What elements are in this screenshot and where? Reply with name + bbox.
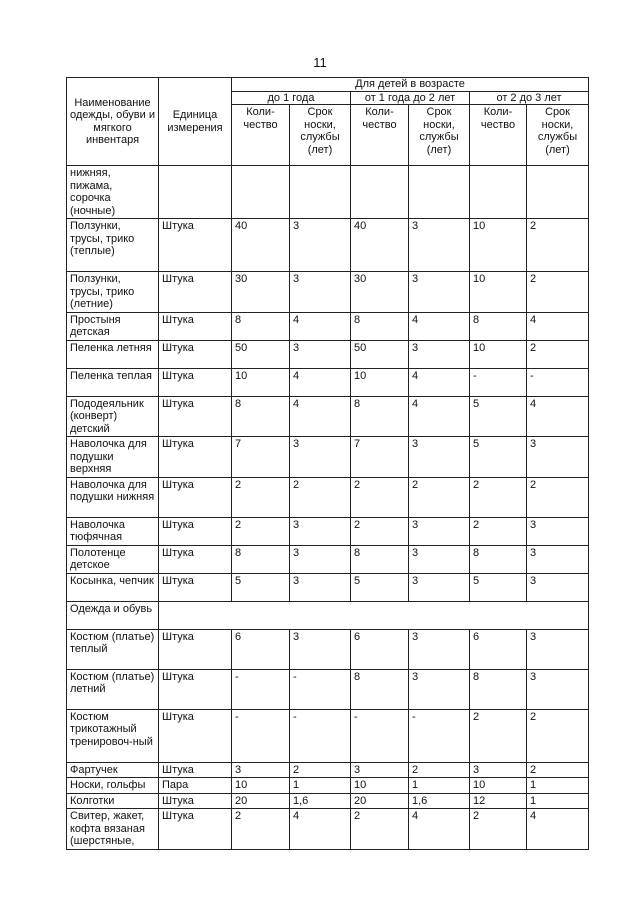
- item-name: Костюм трикотажный тренировоч-ный: [67, 709, 159, 762]
- table-row: [67, 477, 589, 517]
- cell-value: 8: [351, 396, 409, 437]
- table-row: [67, 272, 589, 313]
- cell-value: -: [527, 368, 589, 396]
- item-unit: Штука: [159, 517, 232, 545]
- cell-value: [470, 166, 527, 219]
- cell-value: 10: [232, 368, 290, 396]
- cell-value: 8: [232, 396, 290, 437]
- header-term: Срок носки, службы (лет): [290, 105, 351, 166]
- cell-value: 3: [351, 762, 409, 778]
- item-unit: Штука: [159, 709, 232, 762]
- cell-value: [290, 166, 351, 219]
- cell-value: 3: [527, 517, 589, 545]
- cell-value: 8: [470, 545, 527, 573]
- cell-value: 4: [409, 809, 470, 850]
- cell-value: 3: [290, 272, 351, 313]
- cell-value: 2: [351, 477, 409, 517]
- item-name: Пеленка теплая: [67, 368, 159, 396]
- cell-value: 4: [290, 368, 351, 396]
- cell-value: 2: [527, 340, 589, 368]
- cell-value: 2: [470, 809, 527, 850]
- cell-value: 2: [290, 762, 351, 778]
- cell-value: 3: [409, 629, 470, 669]
- cell-value: 3: [527, 669, 589, 709]
- cell-value: [351, 166, 409, 219]
- cell-value: 20: [232, 793, 290, 809]
- cell-value: 3: [409, 340, 470, 368]
- item-name: Наволочка тюфячная: [67, 517, 159, 545]
- cell-value: 2: [232, 809, 290, 850]
- cell-value: 50: [351, 340, 409, 368]
- table-row: [67, 669, 589, 709]
- cell-value: 3: [232, 762, 290, 778]
- item-name: Наволочка для подушки нижняя: [67, 477, 159, 517]
- section-title: Одежда и обувь: [67, 601, 159, 629]
- cell-value: 2: [527, 477, 589, 517]
- cell-value: [527, 166, 589, 219]
- cell-value: 2: [409, 762, 470, 778]
- cell-value: 8: [351, 669, 409, 709]
- cell-value: 2: [290, 477, 351, 517]
- cell-value: 3: [290, 573, 351, 601]
- cell-value: 7: [351, 437, 409, 478]
- cell-value: 3: [527, 629, 589, 669]
- item-name: нижняя, пижама, сорочка (ночные): [67, 166, 159, 219]
- cell-value: 2: [351, 517, 409, 545]
- cell-value: 2: [527, 709, 589, 762]
- cell-value: 50: [232, 340, 290, 368]
- section-spacer: [159, 601, 589, 629]
- table-row: [67, 219, 589, 272]
- cell-value: 1,6: [290, 793, 351, 809]
- cell-value: 4: [409, 368, 470, 396]
- table-row: [67, 629, 589, 669]
- cell-value: 8: [470, 669, 527, 709]
- cell-value: 3: [409, 669, 470, 709]
- item-unit: Штука: [159, 312, 232, 340]
- cell-value: 6: [351, 629, 409, 669]
- cell-value: 5: [470, 573, 527, 601]
- table-row: [67, 166, 589, 219]
- cell-value: 3: [527, 573, 589, 601]
- item-unit: Штука: [159, 669, 232, 709]
- section-row: [67, 601, 589, 629]
- cell-value: -: [470, 368, 527, 396]
- cell-value: 2: [351, 809, 409, 850]
- table-row: [67, 709, 589, 762]
- cell-value: 3: [290, 517, 351, 545]
- cell-value: 2: [527, 762, 589, 778]
- table-row: [67, 437, 589, 478]
- item-name: Колготки: [67, 793, 159, 809]
- cell-value: 3: [409, 545, 470, 573]
- cell-value: 4: [290, 312, 351, 340]
- cell-value: 3: [409, 437, 470, 478]
- item-unit: Штука: [159, 340, 232, 368]
- cell-value: 2: [527, 219, 589, 272]
- cell-value: 1,6: [409, 793, 470, 809]
- item-unit: [159, 166, 232, 219]
- item-name: Пеленка летняя: [67, 340, 159, 368]
- item-name: Свитер, жакет, кофта вязаная (шерстяные,: [67, 809, 159, 850]
- item-unit: Штука: [159, 396, 232, 437]
- cell-value: 1: [409, 778, 470, 794]
- item-unit: Штука: [159, 272, 232, 313]
- table-row: [67, 517, 589, 545]
- item-unit: Штука: [159, 545, 232, 573]
- table-row: [67, 368, 589, 396]
- cell-value: 3: [409, 517, 470, 545]
- header-name-column: Наименование одежды, обуви и мягкого инвентаря: [67, 78, 159, 166]
- header-quantity: Коли-чество: [351, 105, 409, 166]
- item-name: Носки, гольфы: [67, 778, 159, 794]
- item-name: Наволочка для подушки верхняя: [67, 437, 159, 478]
- cell-value: 10: [470, 340, 527, 368]
- cell-value: 1: [527, 793, 589, 809]
- cell-value: 2: [232, 517, 290, 545]
- cell-value: 12: [470, 793, 527, 809]
- cell-value: 3: [290, 629, 351, 669]
- item-name: Ползунки, трусы, трико (теплые): [67, 219, 159, 272]
- item-unit: Штука: [159, 762, 232, 778]
- cell-value: 8: [351, 312, 409, 340]
- cell-value: 6: [470, 629, 527, 669]
- cell-value: 5: [351, 573, 409, 601]
- cell-value: 3: [290, 545, 351, 573]
- item-name: Ползунки, трусы, трико (летние): [67, 272, 159, 313]
- cell-value: 6: [232, 629, 290, 669]
- item-name: Пододеяльник (конверт) детский: [67, 396, 159, 437]
- cell-value: 3: [290, 437, 351, 478]
- cell-value: 7: [232, 437, 290, 478]
- cell-value: 3: [527, 437, 589, 478]
- cell-value: -: [290, 669, 351, 709]
- cell-value: [409, 166, 470, 219]
- item-unit: Штука: [159, 629, 232, 669]
- table-row: [67, 762, 589, 778]
- cell-value: 2: [232, 477, 290, 517]
- cell-value: 3: [470, 762, 527, 778]
- cell-value: 2: [470, 517, 527, 545]
- item-unit: Штука: [159, 219, 232, 272]
- cell-value: 2: [527, 272, 589, 313]
- cell-value: 2: [470, 709, 527, 762]
- header-quantity: Коли-чество: [470, 105, 527, 166]
- cell-value: 3: [527, 545, 589, 573]
- header-age-under-1: до 1 года: [232, 91, 351, 105]
- cell-value: 8: [470, 312, 527, 340]
- item-unit: Пара: [159, 778, 232, 794]
- cell-value: 3: [409, 573, 470, 601]
- item-unit: Штука: [159, 477, 232, 517]
- item-name: Костюм (платье) теплый: [67, 629, 159, 669]
- header-age-1-to-2: от 1 года до 2 лет: [351, 91, 470, 105]
- cell-value: 4: [527, 312, 589, 340]
- cell-value: [232, 166, 290, 219]
- header-unit-column: Единица измерения: [159, 78, 232, 166]
- cell-value: 10: [470, 219, 527, 272]
- cell-value: 5: [470, 437, 527, 478]
- table-row: [67, 396, 589, 437]
- item-unit: Штука: [159, 368, 232, 396]
- cell-value: 1: [290, 778, 351, 794]
- cell-value: 30: [351, 272, 409, 313]
- cell-value: -: [409, 709, 470, 762]
- cell-value: 10: [351, 368, 409, 396]
- cell-value: 8: [351, 545, 409, 573]
- table-row: [67, 809, 589, 850]
- item-unit: Штука: [159, 437, 232, 478]
- cell-value: 20: [351, 793, 409, 809]
- table-row: [67, 778, 589, 794]
- table-row: [67, 793, 589, 809]
- item-unit: Штука: [159, 573, 232, 601]
- cell-value: 4: [409, 312, 470, 340]
- cell-value: 3: [409, 272, 470, 313]
- cell-value: 4: [409, 396, 470, 437]
- item-name: Полотенце детское: [67, 545, 159, 573]
- cell-value: 40: [232, 219, 290, 272]
- header-term: Срок носки, службы (лет): [409, 105, 470, 166]
- cell-value: 3: [409, 219, 470, 272]
- cell-value: 4: [527, 396, 589, 437]
- item-name: Фартучек: [67, 762, 159, 778]
- cell-value: 1: [527, 778, 589, 794]
- norms-table: [66, 77, 589, 850]
- cell-value: 40: [351, 219, 409, 272]
- cell-value: 3: [290, 340, 351, 368]
- item-unit: Штука: [159, 809, 232, 850]
- table-row: [67, 312, 589, 340]
- cell-value: 4: [290, 809, 351, 850]
- cell-value: 2: [409, 477, 470, 517]
- cell-value: 10: [232, 778, 290, 794]
- header-age-2-to-3: от 2 до 3 лет: [470, 91, 589, 105]
- table-row: [67, 340, 589, 368]
- cell-value: 4: [290, 396, 351, 437]
- cell-value: -: [351, 709, 409, 762]
- item-name: Простыня детская: [67, 312, 159, 340]
- cell-value: 8: [232, 545, 290, 573]
- cell-value: 10: [470, 778, 527, 794]
- cell-value: 5: [470, 396, 527, 437]
- cell-value: 10: [470, 272, 527, 313]
- page-number: 11: [313, 55, 327, 70]
- cell-value: 2: [470, 477, 527, 517]
- cell-value: -: [290, 709, 351, 762]
- cell-value: 3: [290, 219, 351, 272]
- cell-value: -: [232, 709, 290, 762]
- item-name: Костюм (платье) летний: [67, 669, 159, 709]
- table-row: [67, 573, 589, 601]
- header-quantity: Коли-чество: [232, 105, 290, 166]
- cell-value: 4: [527, 809, 589, 850]
- table-row: [67, 545, 589, 573]
- cell-value: 5: [232, 573, 290, 601]
- cell-value: 10: [351, 778, 409, 794]
- item-name: Косынка, чепчик: [67, 573, 159, 601]
- cell-value: 30: [232, 272, 290, 313]
- cell-value: 8: [232, 312, 290, 340]
- item-unit: Штука: [159, 793, 232, 809]
- header-age-group: Для детей в возрасте: [232, 78, 589, 92]
- header-term: Срок носки, службы (лет): [527, 105, 589, 166]
- cell-value: -: [232, 669, 290, 709]
